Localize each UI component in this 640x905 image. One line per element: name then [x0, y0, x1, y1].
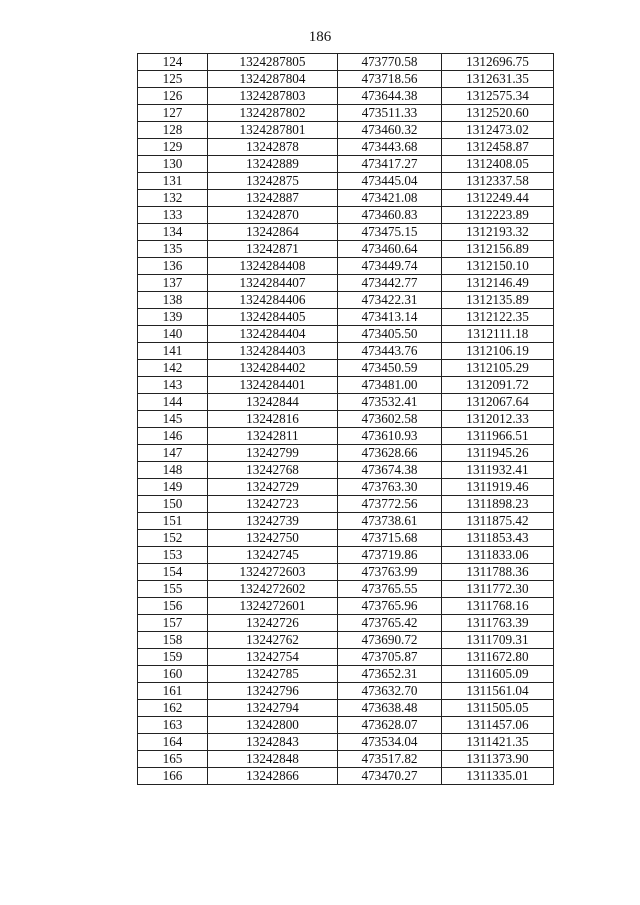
point-id-cell: 1324284404	[208, 326, 338, 343]
point-id-cell: 13242799	[208, 445, 338, 462]
point-number-cell: 127	[138, 105, 208, 122]
y-coordinate-cell: 1312520.60	[442, 105, 554, 122]
x-coordinate-cell: 473475.15	[338, 224, 442, 241]
x-coordinate-cell: 473445.04	[338, 173, 442, 190]
table-row	[138, 649, 554, 666]
point-number-cell: 152	[138, 530, 208, 547]
x-coordinate-cell: 473690.72	[338, 632, 442, 649]
y-coordinate-cell: 1312106.19	[442, 343, 554, 360]
point-id-cell: 13242844	[208, 394, 338, 411]
point-id-cell: 1324287801	[208, 122, 338, 139]
point-number-cell: 162	[138, 700, 208, 717]
y-coordinate-cell: 1311898.23	[442, 496, 554, 513]
x-coordinate-cell: 473772.56	[338, 496, 442, 513]
point-number-cell: 125	[138, 71, 208, 88]
x-coordinate-cell: 473449.74	[338, 258, 442, 275]
x-coordinate-cell: 473443.76	[338, 343, 442, 360]
point-id-cell: 1324284405	[208, 309, 338, 326]
y-coordinate-cell: 1312473.02	[442, 122, 554, 139]
table-row	[138, 343, 554, 360]
point-id-cell: 1324284403	[208, 343, 338, 360]
x-coordinate-cell: 473602.58	[338, 411, 442, 428]
y-coordinate-cell: 1312091.72	[442, 377, 554, 394]
point-number-cell: 153	[138, 547, 208, 564]
x-coordinate-cell: 473534.04	[338, 734, 442, 751]
point-id-cell: 13242768	[208, 462, 338, 479]
y-coordinate-cell: 1312156.89	[442, 241, 554, 258]
point-id-cell: 13242723	[208, 496, 338, 513]
point-number-cell: 163	[138, 717, 208, 734]
x-coordinate-cell: 473718.56	[338, 71, 442, 88]
y-coordinate-cell: 1312012.33	[442, 411, 554, 428]
point-number-cell: 157	[138, 615, 208, 632]
table-row	[138, 700, 554, 717]
point-number-cell: 149	[138, 479, 208, 496]
y-coordinate-cell: 1311709.31	[442, 632, 554, 649]
point-id-cell: 13242878	[208, 139, 338, 156]
table-row	[138, 598, 554, 615]
y-coordinate-cell: 1311853.43	[442, 530, 554, 547]
point-id-cell: 13242739	[208, 513, 338, 530]
x-coordinate-cell: 473644.38	[338, 88, 442, 105]
table-row	[138, 513, 554, 530]
point-number-cell: 160	[138, 666, 208, 683]
y-coordinate-cell: 1312122.35	[442, 309, 554, 326]
point-id-cell: 13242843	[208, 734, 338, 751]
y-coordinate-cell: 1311672.80	[442, 649, 554, 666]
point-number-cell: 159	[138, 649, 208, 666]
point-number-cell: 150	[138, 496, 208, 513]
table-row	[138, 105, 554, 122]
coordinates-table	[137, 53, 554, 785]
point-id-cell: 1324284408	[208, 258, 338, 275]
y-coordinate-cell: 1312408.05	[442, 156, 554, 173]
point-id-cell: 13242800	[208, 717, 338, 734]
point-number-cell: 164	[138, 734, 208, 751]
point-id-cell: 13242811	[208, 428, 338, 445]
table-row	[138, 411, 554, 428]
y-coordinate-cell: 1312105.29	[442, 360, 554, 377]
x-coordinate-cell: 473413.14	[338, 309, 442, 326]
point-number-cell: 147	[138, 445, 208, 462]
x-coordinate-cell: 473719.86	[338, 547, 442, 564]
x-coordinate-cell: 473460.32	[338, 122, 442, 139]
table-row	[138, 88, 554, 105]
y-coordinate-cell: 1312146.49	[442, 275, 554, 292]
table-row	[138, 530, 554, 547]
point-number-cell: 135	[138, 241, 208, 258]
y-coordinate-cell: 1311768.16	[442, 598, 554, 615]
point-id-cell: 1324272601	[208, 598, 338, 615]
x-coordinate-cell: 473628.07	[338, 717, 442, 734]
x-coordinate-cell: 473763.99	[338, 564, 442, 581]
point-number-cell: 137	[138, 275, 208, 292]
table-row	[138, 71, 554, 88]
x-coordinate-cell: 473405.50	[338, 326, 442, 343]
table-row	[138, 173, 554, 190]
point-number-cell: 143	[138, 377, 208, 394]
point-number-cell: 151	[138, 513, 208, 530]
point-number-cell: 145	[138, 411, 208, 428]
table-row	[138, 275, 554, 292]
x-coordinate-cell: 473765.42	[338, 615, 442, 632]
x-coordinate-cell: 473652.31	[338, 666, 442, 683]
x-coordinate-cell: 473628.66	[338, 445, 442, 462]
y-coordinate-cell: 1311561.04	[442, 683, 554, 700]
point-number-cell: 141	[138, 343, 208, 360]
point-number-cell: 130	[138, 156, 208, 173]
table-row	[138, 394, 554, 411]
point-id-cell: 13242750	[208, 530, 338, 547]
y-coordinate-cell: 1311457.06	[442, 717, 554, 734]
x-coordinate-cell: 473532.41	[338, 394, 442, 411]
y-coordinate-cell: 1312631.35	[442, 71, 554, 88]
point-id-cell: 13242864	[208, 224, 338, 241]
y-coordinate-cell: 1311919.46	[442, 479, 554, 496]
x-coordinate-cell: 473442.77	[338, 275, 442, 292]
y-coordinate-cell: 1311505.05	[442, 700, 554, 717]
table-row	[138, 479, 554, 496]
x-coordinate-cell: 473460.64	[338, 241, 442, 258]
point-number-cell: 132	[138, 190, 208, 207]
y-coordinate-cell: 1312458.87	[442, 139, 554, 156]
point-number-cell: 124	[138, 54, 208, 71]
y-coordinate-cell: 1312575.34	[442, 88, 554, 105]
table-row	[138, 751, 554, 768]
table-row	[138, 309, 554, 326]
point-number-cell: 134	[138, 224, 208, 241]
table-row	[138, 666, 554, 683]
x-coordinate-cell: 473511.33	[338, 105, 442, 122]
y-coordinate-cell: 1311788.36	[442, 564, 554, 581]
y-coordinate-cell: 1312193.32	[442, 224, 554, 241]
x-coordinate-cell: 473763.30	[338, 479, 442, 496]
point-number-cell: 166	[138, 768, 208, 785]
x-coordinate-cell: 473470.27	[338, 768, 442, 785]
point-number-cell: 154	[138, 564, 208, 581]
table-row	[138, 360, 554, 377]
x-coordinate-cell: 473417.27	[338, 156, 442, 173]
table-row	[138, 122, 554, 139]
x-coordinate-cell: 473481.00	[338, 377, 442, 394]
point-id-cell: 1324284407	[208, 275, 338, 292]
point-number-cell: 129	[138, 139, 208, 156]
y-coordinate-cell: 1312135.89	[442, 292, 554, 309]
table-row	[138, 462, 554, 479]
x-coordinate-cell: 473517.82	[338, 751, 442, 768]
table-row	[138, 496, 554, 513]
table-row	[138, 445, 554, 462]
table-row	[138, 241, 554, 258]
point-id-cell: 1324284406	[208, 292, 338, 309]
point-number-cell: 142	[138, 360, 208, 377]
table-row	[138, 258, 554, 275]
point-number-cell: 161	[138, 683, 208, 700]
table-row	[138, 564, 554, 581]
y-coordinate-cell: 1312067.64	[442, 394, 554, 411]
point-id-cell: 13242762	[208, 632, 338, 649]
x-coordinate-cell: 473460.83	[338, 207, 442, 224]
table-row	[138, 139, 554, 156]
table-row	[138, 717, 554, 734]
x-coordinate-cell: 473421.08	[338, 190, 442, 207]
y-coordinate-cell: 1311932.41	[442, 462, 554, 479]
point-id-cell: 13242726	[208, 615, 338, 632]
point-number-cell: 146	[138, 428, 208, 445]
point-number-cell: 148	[138, 462, 208, 479]
point-id-cell: 13242745	[208, 547, 338, 564]
point-number-cell: 126	[138, 88, 208, 105]
x-coordinate-cell: 473705.87	[338, 649, 442, 666]
table-row	[138, 377, 554, 394]
table-row	[138, 615, 554, 632]
point-id-cell: 13242785	[208, 666, 338, 683]
y-coordinate-cell: 1311605.09	[442, 666, 554, 683]
table-row	[138, 428, 554, 445]
y-coordinate-cell: 1311875.42	[442, 513, 554, 530]
point-number-cell: 165	[138, 751, 208, 768]
table-row	[138, 326, 554, 343]
point-number-cell: 138	[138, 292, 208, 309]
point-number-cell: 139	[138, 309, 208, 326]
table-row	[138, 292, 554, 309]
point-id-cell: 13242848	[208, 751, 338, 768]
y-coordinate-cell: 1311421.35	[442, 734, 554, 751]
table-row	[138, 156, 554, 173]
point-id-cell: 1324272602	[208, 581, 338, 598]
table-row	[138, 768, 554, 785]
table-row	[138, 190, 554, 207]
y-coordinate-cell: 1312249.44	[442, 190, 554, 207]
point-id-cell: 13242796	[208, 683, 338, 700]
point-number-cell: 144	[138, 394, 208, 411]
point-id-cell: 13242889	[208, 156, 338, 173]
table-row	[138, 683, 554, 700]
y-coordinate-cell: 1311833.06	[442, 547, 554, 564]
point-number-cell: 136	[138, 258, 208, 275]
point-number-cell: 133	[138, 207, 208, 224]
y-coordinate-cell: 1311772.30	[442, 581, 554, 598]
y-coordinate-cell: 1312150.10	[442, 258, 554, 275]
point-id-cell: 1324287802	[208, 105, 338, 122]
y-coordinate-cell: 1312337.58	[442, 173, 554, 190]
point-number-cell: 128	[138, 122, 208, 139]
page-number: 186	[308, 29, 332, 45]
point-id-cell: 13242816	[208, 411, 338, 428]
y-coordinate-cell: 1311966.51	[442, 428, 554, 445]
x-coordinate-cell: 473765.55	[338, 581, 442, 598]
x-coordinate-cell: 473610.93	[338, 428, 442, 445]
y-coordinate-cell: 1312111.18	[442, 326, 554, 343]
x-coordinate-cell: 473765.96	[338, 598, 442, 615]
point-id-cell: 13242866	[208, 768, 338, 785]
x-coordinate-cell: 473638.48	[338, 700, 442, 717]
point-id-cell: 13242871	[208, 241, 338, 258]
x-coordinate-cell: 473450.59	[338, 360, 442, 377]
point-id-cell: 1324287805	[208, 54, 338, 71]
x-coordinate-cell: 473422.31	[338, 292, 442, 309]
point-number-cell: 131	[138, 173, 208, 190]
point-id-cell: 13242794	[208, 700, 338, 717]
point-id-cell: 1324287804	[208, 71, 338, 88]
table-row	[138, 547, 554, 564]
table-body	[138, 54, 554, 785]
point-id-cell: 1324284401	[208, 377, 338, 394]
point-id-cell: 13242729	[208, 479, 338, 496]
point-id-cell: 1324272603	[208, 564, 338, 581]
x-coordinate-cell: 473738.61	[338, 513, 442, 530]
table-row	[138, 224, 554, 241]
y-coordinate-cell: 1311373.90	[442, 751, 554, 768]
y-coordinate-cell: 1312696.75	[442, 54, 554, 71]
point-id-cell: 13242870	[208, 207, 338, 224]
point-number-cell: 158	[138, 632, 208, 649]
point-id-cell: 13242875	[208, 173, 338, 190]
y-coordinate-cell: 1312223.89	[442, 207, 554, 224]
point-id-cell: 1324284402	[208, 360, 338, 377]
point-number-cell: 140	[138, 326, 208, 343]
y-coordinate-cell: 1311335.01	[442, 768, 554, 785]
table-row	[138, 54, 554, 71]
table-row	[138, 734, 554, 751]
x-coordinate-cell: 473715.68	[338, 530, 442, 547]
x-coordinate-cell: 473632.70	[338, 683, 442, 700]
point-number-cell: 155	[138, 581, 208, 598]
point-id-cell: 13242887	[208, 190, 338, 207]
x-coordinate-cell: 473770.58	[338, 54, 442, 71]
table-row	[138, 581, 554, 598]
point-id-cell: 13242754	[208, 649, 338, 666]
y-coordinate-cell: 1311945.26	[442, 445, 554, 462]
point-id-cell: 1324287803	[208, 88, 338, 105]
x-coordinate-cell: 473443.68	[338, 139, 442, 156]
table-row	[138, 207, 554, 224]
point-number-cell: 156	[138, 598, 208, 615]
y-coordinate-cell: 1311763.39	[442, 615, 554, 632]
x-coordinate-cell: 473674.38	[338, 462, 442, 479]
table-row	[138, 632, 554, 649]
